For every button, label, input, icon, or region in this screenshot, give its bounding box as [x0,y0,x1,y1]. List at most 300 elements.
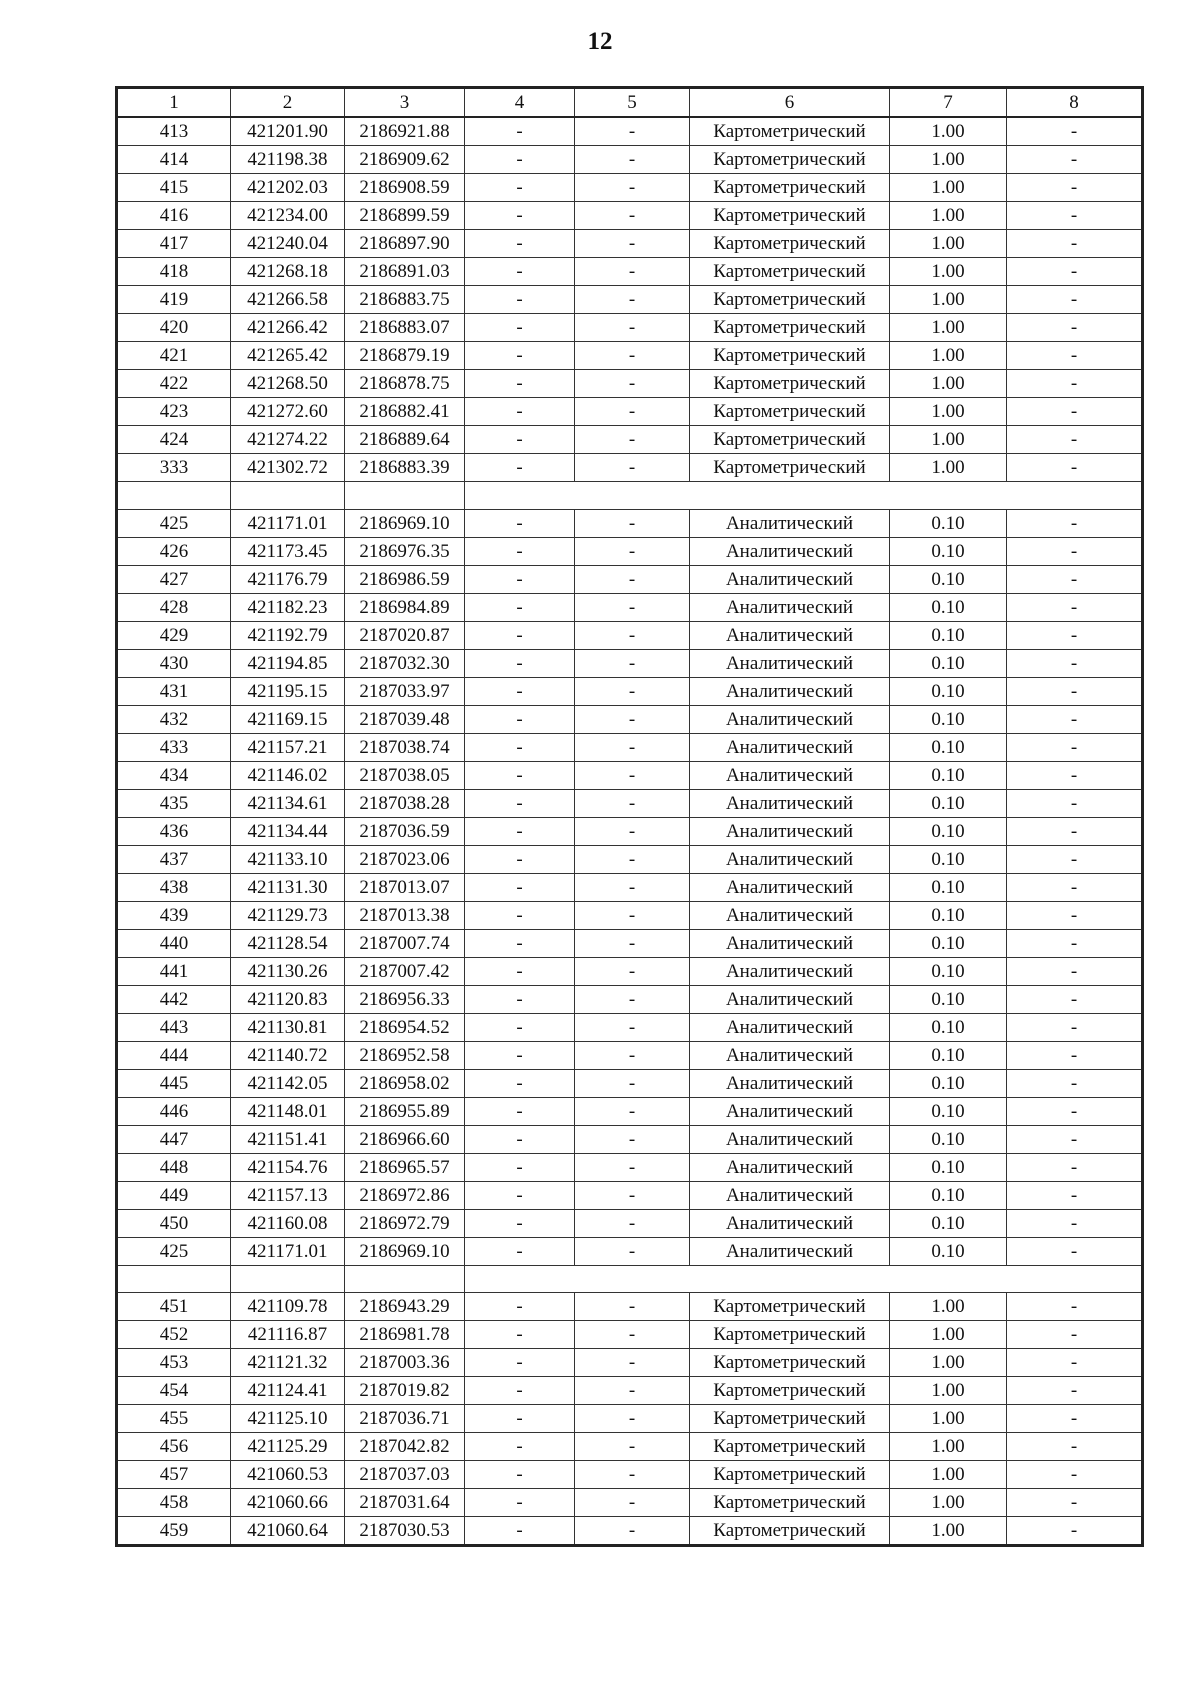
point-number-cell: 445 [117,1069,231,1097]
method-cell: Картометрический [690,1321,890,1349]
y-coordinate-cell: 2186921.88 [345,117,465,146]
method-cell: Картометрический [690,258,890,286]
point-number-cell: 443 [117,1013,231,1041]
col-8-cell: - [1007,1405,1143,1433]
method-cell: Картометрический [690,1293,890,1321]
x-coordinate-cell: 421268.18 [231,258,345,286]
x-coordinate-cell: 421272.60 [231,398,345,426]
col-5-cell: - [575,258,690,286]
column-header-2: 2 [231,88,345,118]
x-coordinate-cell: 421146.02 [231,761,345,789]
col-8-cell: - [1007,370,1143,398]
col-4-cell: - [465,901,575,929]
table-row [117,901,1143,929]
col-5-cell: - [575,117,690,146]
method-cell: Аналитический [690,1041,890,1069]
accuracy-cell: 1.00 [890,286,1007,314]
col-4-cell: - [465,677,575,705]
blank-cell [575,482,690,510]
column-header-4: 4 [465,88,575,118]
method-cell: Картометрический [690,314,890,342]
point-number-cell: 415 [117,174,231,202]
col-4-cell: - [465,1321,575,1349]
point-number-cell: 430 [117,649,231,677]
table-row [117,1517,1143,1546]
y-coordinate-cell: 2187037.03 [345,1461,465,1489]
y-coordinate-cell: 2187007.74 [345,929,465,957]
y-coordinate-cell: 2187030.53 [345,1517,465,1546]
col-8-cell: - [1007,1377,1143,1405]
point-number-cell: 459 [117,1517,231,1546]
method-cell: Картометрический [690,426,890,454]
col-8-cell: - [1007,649,1143,677]
method-cell: Картометрический [690,1489,890,1517]
accuracy-cell: 0.10 [890,1041,1007,1069]
blank-cell [231,482,345,510]
col-8-cell: - [1007,202,1143,230]
blank-separator-row [117,1265,1143,1293]
col-8-cell: - [1007,957,1143,985]
point-number-cell: 442 [117,985,231,1013]
col-8-cell: - [1007,174,1143,202]
method-cell: Аналитический [690,1125,890,1153]
col-4-cell: - [465,174,575,202]
y-coordinate-cell: 2187033.97 [345,677,465,705]
col-8-cell: - [1007,705,1143,733]
point-number-cell: 450 [117,1209,231,1237]
col-4-cell: - [465,509,575,537]
col-5-cell: - [575,1461,690,1489]
col-8-cell: - [1007,873,1143,901]
coordinates-table [115,86,1144,1547]
col-5-cell: - [575,621,690,649]
col-8-cell: - [1007,789,1143,817]
col-4-cell: - [465,733,575,761]
accuracy-cell: 0.10 [890,985,1007,1013]
col-4-cell: - [465,649,575,677]
y-coordinate-cell: 2186956.33 [345,985,465,1013]
accuracy-cell: 0.10 [890,621,1007,649]
col-5-cell: - [575,789,690,817]
col-8-cell: - [1007,845,1143,873]
col-5-cell: - [575,1349,690,1377]
accuracy-cell: 0.10 [890,677,1007,705]
method-cell: Аналитический [690,985,890,1013]
y-coordinate-cell: 2186984.89 [345,593,465,621]
table-row [117,342,1143,370]
x-coordinate-cell: 421234.00 [231,202,345,230]
y-coordinate-cell: 2186965.57 [345,1153,465,1181]
x-coordinate-cell: 421268.50 [231,370,345,398]
x-coordinate-cell: 421266.42 [231,314,345,342]
accuracy-cell: 0.10 [890,761,1007,789]
col-5-cell: - [575,454,690,482]
point-number-cell: 444 [117,1041,231,1069]
col-5-cell: - [575,565,690,593]
table-row [117,957,1143,985]
col-5-cell: - [575,1321,690,1349]
accuracy-cell: 0.10 [890,1181,1007,1209]
table-row [117,1125,1143,1153]
col-5-cell: - [575,1125,690,1153]
table-row [117,649,1143,677]
accuracy-cell: 0.10 [890,845,1007,873]
col-8-cell: - [1007,1125,1143,1153]
method-cell: Картометрический [690,454,890,482]
y-coordinate-cell: 2186897.90 [345,230,465,258]
column-header-8: 8 [1007,88,1143,118]
blank-cell [1007,1265,1143,1293]
x-coordinate-cell: 421130.81 [231,1013,345,1041]
method-cell: Аналитический [690,789,890,817]
y-coordinate-cell: 2186943.29 [345,1293,465,1321]
method-cell: Аналитический [690,565,890,593]
y-coordinate-cell: 2186891.03 [345,258,465,286]
table-row [117,1377,1143,1405]
x-coordinate-cell: 421160.08 [231,1209,345,1237]
table-row [117,286,1143,314]
blank-cell [345,1265,465,1293]
point-number-cell: 416 [117,202,231,230]
col-8-cell: - [1007,117,1143,146]
table-row [117,426,1143,454]
col-5-cell: - [575,649,690,677]
method-cell: Аналитический [690,1097,890,1125]
col-4-cell: - [465,1069,575,1097]
blank-cell [117,482,231,510]
col-8-cell: - [1007,426,1143,454]
method-cell: Аналитический [690,537,890,565]
table-row [117,1405,1143,1433]
table-row [117,873,1143,901]
col-4-cell: - [465,565,575,593]
method-cell: Аналитический [690,677,890,705]
accuracy-cell: 1.00 [890,1349,1007,1377]
col-5-cell: - [575,957,690,985]
blank-cell [890,482,1007,510]
point-number-cell: 452 [117,1321,231,1349]
col-5-cell: - [575,342,690,370]
table-row [117,1237,1143,1265]
col-8-cell: - [1007,1069,1143,1097]
y-coordinate-cell: 2187038.28 [345,789,465,817]
table-row [117,845,1143,873]
method-cell: Аналитический [690,509,890,537]
col-5-cell: - [575,314,690,342]
col-5-cell: - [575,537,690,565]
col-8-cell: - [1007,398,1143,426]
col-5-cell: - [575,1377,690,1405]
point-number-cell: 433 [117,733,231,761]
table-row [117,593,1143,621]
col-5-cell: - [575,1069,690,1097]
point-number-cell: 428 [117,593,231,621]
accuracy-cell: 0.10 [890,1013,1007,1041]
col-5-cell: - [575,761,690,789]
method-cell: Картометрический [690,146,890,174]
point-number-cell: 434 [117,761,231,789]
method-cell: Аналитический [690,929,890,957]
accuracy-cell: 1.00 [890,370,1007,398]
col-5-cell: - [575,845,690,873]
method-cell: Картометрический [690,202,890,230]
blank-cell [465,1265,575,1293]
accuracy-cell: 0.10 [890,957,1007,985]
col-5-cell: - [575,901,690,929]
accuracy-cell: 1.00 [890,1293,1007,1321]
method-cell: Картометрический [690,286,890,314]
accuracy-cell: 0.10 [890,705,1007,733]
y-coordinate-cell: 2187019.82 [345,1377,465,1405]
accuracy-cell: 1.00 [890,202,1007,230]
blank-separator-row [117,482,1143,510]
x-coordinate-cell: 421202.03 [231,174,345,202]
table-row [117,1041,1143,1069]
column-header-1: 1 [117,88,231,118]
accuracy-cell: 0.10 [890,537,1007,565]
y-coordinate-cell: 2186879.19 [345,342,465,370]
table-row [117,565,1143,593]
blank-cell [231,1265,345,1293]
table-row [117,1153,1143,1181]
method-cell: Аналитический [690,873,890,901]
table-row [117,929,1143,957]
x-coordinate-cell: 421157.13 [231,1181,345,1209]
col-8-cell: - [1007,286,1143,314]
accuracy-cell: 1.00 [890,1461,1007,1489]
table-row [117,370,1143,398]
method-cell: Картометрический [690,174,890,202]
y-coordinate-cell: 2186909.62 [345,146,465,174]
page-number: 12 [587,28,613,55]
col-4-cell: - [465,1377,575,1405]
point-number-cell: 431 [117,677,231,705]
col-4-cell: - [465,705,575,733]
col-4-cell: - [465,761,575,789]
y-coordinate-cell: 2186966.60 [345,1125,465,1153]
col-5-cell: - [575,705,690,733]
accuracy-cell: 0.10 [890,1237,1007,1265]
col-5-cell: - [575,593,690,621]
col-5-cell: - [575,1153,690,1181]
col-5-cell: - [575,1097,690,1125]
x-coordinate-cell: 421302.72 [231,454,345,482]
x-coordinate-cell: 421133.10 [231,845,345,873]
method-cell: Картометрический [690,230,890,258]
point-number-cell: 451 [117,1293,231,1321]
col-8-cell: - [1007,1097,1143,1125]
y-coordinate-cell: 2186889.64 [345,426,465,454]
y-coordinate-cell: 2186883.39 [345,454,465,482]
y-coordinate-cell: 2187013.07 [345,873,465,901]
point-number-cell: 429 [117,621,231,649]
table-row [117,117,1143,146]
x-coordinate-cell: 421201.90 [231,117,345,146]
method-cell: Аналитический [690,817,890,845]
accuracy-cell: 0.10 [890,929,1007,957]
accuracy-cell: 1.00 [890,258,1007,286]
col-8-cell: - [1007,1349,1143,1377]
x-coordinate-cell: 421060.66 [231,1489,345,1517]
blank-cell [117,1265,231,1293]
y-coordinate-cell: 2186883.75 [345,286,465,314]
table-row [117,537,1143,565]
table-row [117,1069,1143,1097]
accuracy-cell: 1.00 [890,314,1007,342]
accuracy-cell: 0.10 [890,1153,1007,1181]
col-8-cell: - [1007,761,1143,789]
col-5-cell: - [575,509,690,537]
col-5-cell: - [575,1181,690,1209]
col-8-cell: - [1007,1321,1143,1349]
col-4-cell: - [465,1489,575,1517]
table-row [117,677,1143,705]
x-coordinate-cell: 421134.44 [231,817,345,845]
method-cell: Картометрический [690,1377,890,1405]
table-header-row [117,88,1143,118]
point-number-cell: 437 [117,845,231,873]
accuracy-cell: 1.00 [890,174,1007,202]
x-coordinate-cell: 421173.45 [231,537,345,565]
accuracy-cell: 1.00 [890,454,1007,482]
y-coordinate-cell: 2187038.05 [345,761,465,789]
method-cell: Аналитический [690,1181,890,1209]
point-number-cell: 432 [117,705,231,733]
accuracy-cell: 1.00 [890,1377,1007,1405]
y-coordinate-cell: 2186972.86 [345,1181,465,1209]
accuracy-cell: 1.00 [890,1405,1007,1433]
table-body [117,88,1143,1546]
point-number-cell: 457 [117,1461,231,1489]
x-coordinate-cell: 421169.15 [231,705,345,733]
y-coordinate-cell: 2186883.07 [345,314,465,342]
col-5-cell: - [575,230,690,258]
blank-cell [465,482,575,510]
col-4-cell: - [465,370,575,398]
table-row [117,1321,1143,1349]
x-coordinate-cell: 421140.72 [231,1041,345,1069]
col-8-cell: - [1007,985,1143,1013]
point-number-cell: 423 [117,398,231,426]
method-cell: Картометрический [690,1349,890,1377]
col-5-cell: - [575,1041,690,1069]
x-coordinate-cell: 421060.64 [231,1517,345,1546]
col-5-cell: - [575,174,690,202]
table-row [117,705,1143,733]
x-coordinate-cell: 421182.23 [231,593,345,621]
col-4-cell: - [465,1433,575,1461]
x-coordinate-cell: 421131.30 [231,873,345,901]
x-coordinate-cell: 421121.32 [231,1349,345,1377]
x-coordinate-cell: 421176.79 [231,565,345,593]
blank-cell [690,1265,890,1293]
table-row [117,621,1143,649]
table-row [117,1181,1143,1209]
col-8-cell: - [1007,901,1143,929]
method-cell: Картометрический [690,1517,890,1546]
col-8-cell: - [1007,1209,1143,1237]
x-coordinate-cell: 421266.58 [231,286,345,314]
col-8-cell: - [1007,1489,1143,1517]
table-row [117,1489,1143,1517]
method-cell: Аналитический [690,1153,890,1181]
col-4-cell: - [465,342,575,370]
method-cell: Картометрический [690,1433,890,1461]
col-8-cell: - [1007,314,1143,342]
accuracy-cell: 1.00 [890,230,1007,258]
point-number-cell: 454 [117,1377,231,1405]
col-4-cell: - [465,1181,575,1209]
col-4-cell: - [465,1041,575,1069]
point-number-cell: 455 [117,1405,231,1433]
accuracy-cell: 1.00 [890,398,1007,426]
col-5-cell: - [575,1433,690,1461]
y-coordinate-cell: 2187039.48 [345,705,465,733]
col-5-cell: - [575,1013,690,1041]
x-coordinate-cell: 421125.10 [231,1405,345,1433]
accuracy-cell: 1.00 [890,1433,1007,1461]
y-coordinate-cell: 2187023.06 [345,845,465,873]
point-number-cell: 419 [117,286,231,314]
accuracy-cell: 1.00 [890,342,1007,370]
point-number-cell: 447 [117,1125,231,1153]
table-row [117,314,1143,342]
point-number-cell: 435 [117,789,231,817]
col-4-cell: - [465,1405,575,1433]
y-coordinate-cell: 2187038.74 [345,733,465,761]
table-row [117,202,1143,230]
x-coordinate-cell: 421060.53 [231,1461,345,1489]
col-5-cell: - [575,1293,690,1321]
method-cell: Аналитический [690,901,890,929]
accuracy-cell: 1.00 [890,1517,1007,1546]
col-8-cell: - [1007,1461,1143,1489]
point-number-cell: 440 [117,929,231,957]
table-row [117,1013,1143,1041]
col-4-cell: - [465,1125,575,1153]
method-cell: Картометрический [690,370,890,398]
col-4-cell: - [465,873,575,901]
col-8-cell: - [1007,1013,1143,1041]
accuracy-cell: 0.10 [890,789,1007,817]
y-coordinate-cell: 2186882.41 [345,398,465,426]
col-4-cell: - [465,621,575,649]
y-coordinate-cell: 2187013.38 [345,901,465,929]
col-8-cell: - [1007,593,1143,621]
method-cell: Аналитический [690,1209,890,1237]
table-row [117,146,1143,174]
point-number-cell: 449 [117,1181,231,1209]
point-number-cell: 417 [117,230,231,258]
col-4-cell: - [465,1293,575,1321]
x-coordinate-cell: 421130.26 [231,957,345,985]
col-4-cell: - [465,845,575,873]
y-coordinate-cell: 2187042.82 [345,1433,465,1461]
table-row [117,733,1143,761]
accuracy-cell: 0.10 [890,509,1007,537]
point-number-cell: 426 [117,537,231,565]
col-8-cell: - [1007,146,1143,174]
col-5-cell: - [575,733,690,761]
col-5-cell: - [575,929,690,957]
x-coordinate-cell: 421128.54 [231,929,345,957]
col-4-cell: - [465,230,575,258]
x-coordinate-cell: 421124.41 [231,1377,345,1405]
method-cell: Аналитический [690,1013,890,1041]
col-5-cell: - [575,1517,690,1546]
col-8-cell: - [1007,537,1143,565]
col-5-cell: - [575,146,690,174]
